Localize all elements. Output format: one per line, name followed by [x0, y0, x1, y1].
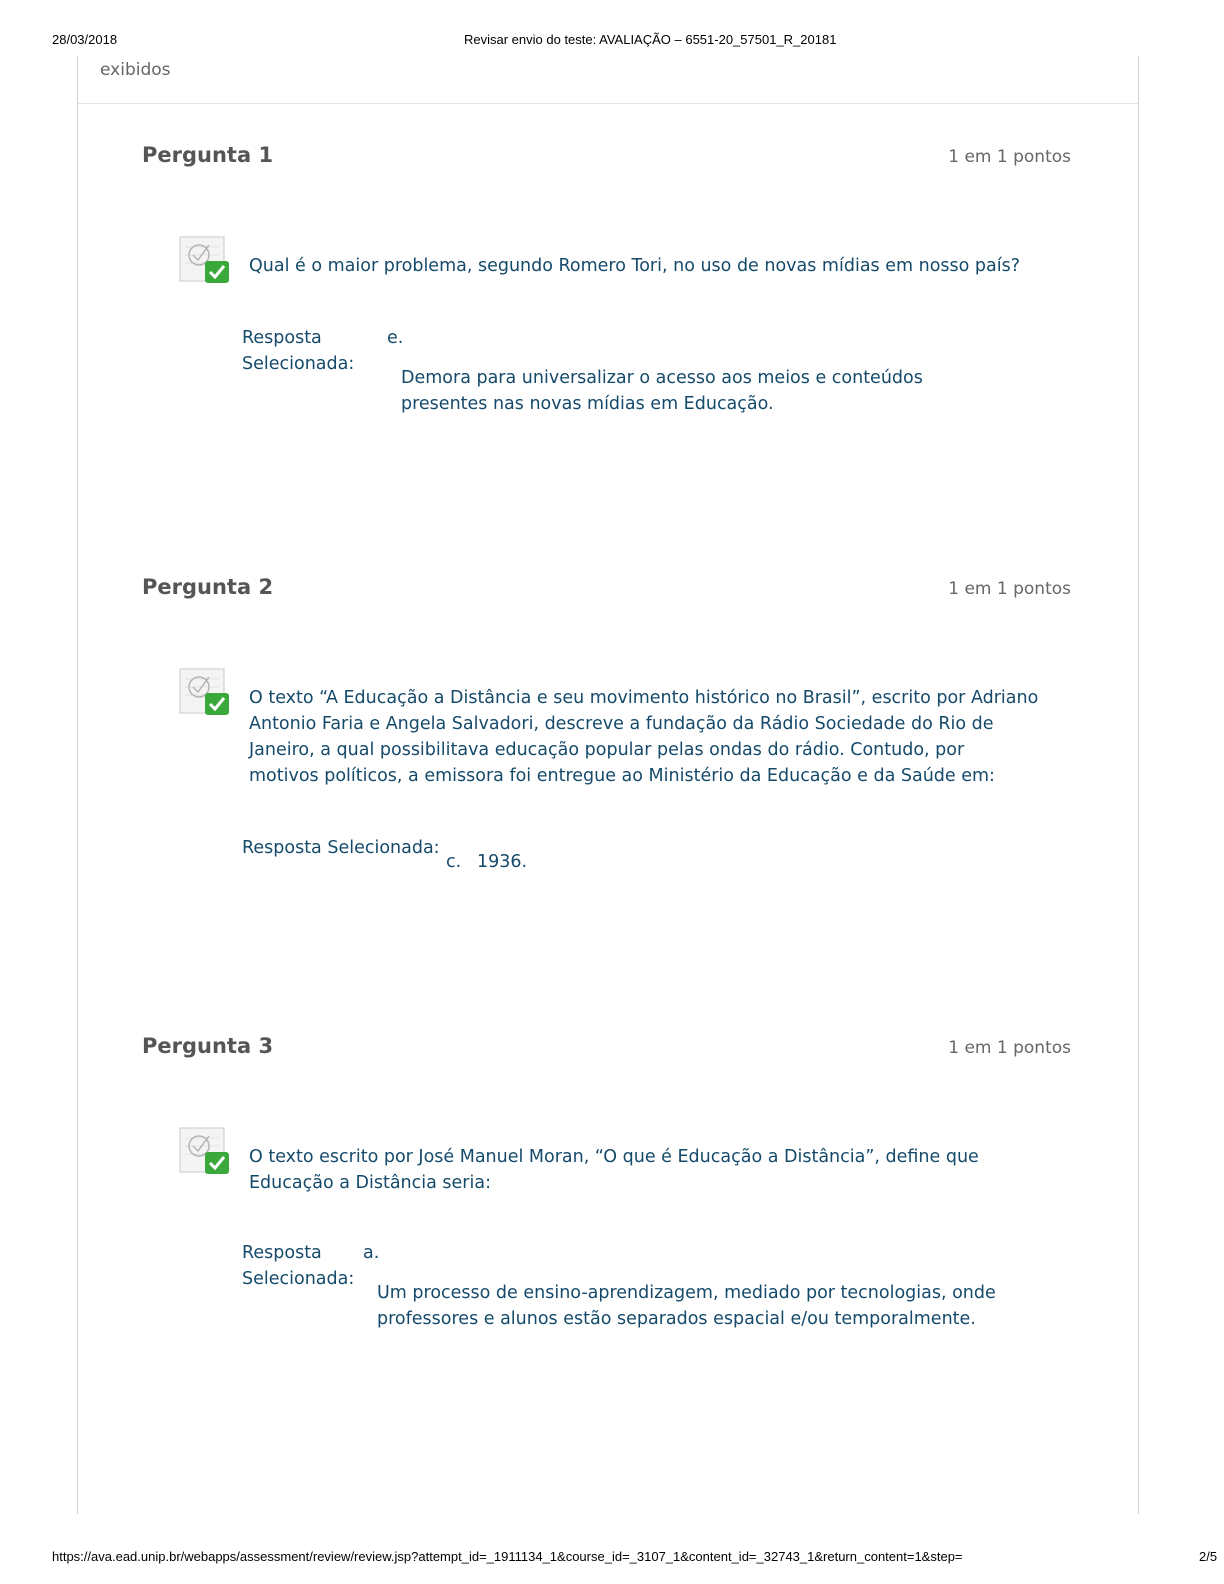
content-frame-right-border	[1138, 56, 1139, 1514]
question-text: O texto escrito por José Manuel Moran, “O que é Educação a Distância”, define que Educação a Distância seria:	[249, 1147, 979, 1193]
question-title: Pergunta 1	[142, 143, 274, 167]
correct-answer-icon	[179, 1126, 231, 1176]
answer-letter: a.	[363, 1243, 380, 1263]
answer-text: 1936.	[477, 852, 528, 872]
question-title: Pergunta 3	[142, 1034, 274, 1058]
print-footer	[0, 1549, 1224, 1567]
question-points: 1 em 1 pontos	[948, 1038, 1071, 1058]
print-date: 28/03/2018	[52, 32, 118, 47]
correct-answer-icon	[179, 667, 231, 717]
correct-answer-icon	[179, 235, 231, 285]
print-page-number: 2/5	[1199, 1549, 1218, 1564]
answer-letter: c.	[446, 852, 462, 872]
question-text: Qual é o maior problema, segundo Romero Tori, no uso de novas mídias em nosso país?	[249, 256, 1020, 276]
question-points: 1 em 1 pontos	[948, 147, 1071, 167]
answer-letter: e.	[387, 328, 404, 348]
answer-text: Um processo de ensino-aprendizagem, mediado por tecnologias, onde professores e alunos estão separados espacial e/ou temporalmente.	[377, 1283, 996, 1329]
question-text: O texto “A Educação a Distância e seu movimento histórico no Brasil”, escrito por Adriano Antonio Faria e Angela Salvadori, descreve a fundação da Rádio Sociedade do Rio de Janeiro, a qual possibilitava educação popular pelas ondas do rádio. Contudo, por motivos políticos, a emissora foi entregue ao Ministério da Educação e da Saúde em:	[249, 688, 1039, 786]
print-url: https://ava.ead.unip.br/webapps/assessment/review/review.jsp?attempt_id=_1911134_1&course_id=_3107_1&content_id=_32743_1&return_content=1&step=	[52, 1549, 963, 1564]
answer-label: Resposta Selecionada:	[242, 838, 440, 858]
print-page-title: Revisar envio do teste: AVALIAÇÃO – 6551-20_57501_R_20181	[464, 32, 837, 47]
question-title: Pergunta 2	[142, 575, 274, 599]
question-points: 1 em 1 pontos	[948, 579, 1071, 599]
attempt-summary-box	[78, 56, 1138, 104]
answer-label: Resposta Selecionada:	[242, 328, 355, 374]
content-frame-left-border	[77, 56, 78, 1514]
answer-label: Resposta Selecionada:	[242, 1243, 355, 1289]
print-header	[0, 32, 1224, 50]
summary-text-fragment: exibidos	[100, 60, 171, 80]
answer-text: Demora para universalizar o acesso aos meios e conteúdos presentes nas novas mídias em Educação.	[401, 368, 923, 414]
